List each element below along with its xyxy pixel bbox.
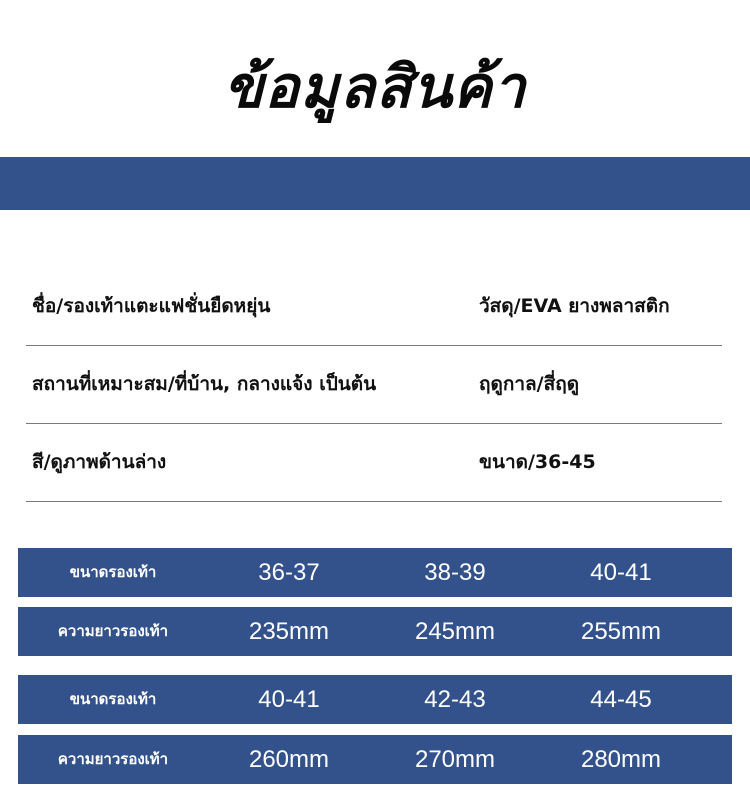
size-table-row (18, 735, 732, 784)
size-value: 40-41 (590, 559, 652, 586)
info-row (26, 423, 722, 502)
size-value: 36-37 (258, 559, 320, 586)
size-value: 40-41 (258, 686, 320, 713)
row-label: ขนาดรองเท้า (69, 563, 157, 581)
page-title: ข้อมูลสินค้า (223, 53, 527, 121)
size-value: 44-45 (590, 686, 652, 713)
size-table-row (18, 675, 732, 724)
size-value: 38-39 (424, 559, 486, 586)
info-season-label: ฤดูกาล/สี่ฤดู (479, 373, 580, 395)
info-row (26, 267, 722, 346)
size-table-row (18, 607, 732, 656)
length-value: 270mm (414, 746, 496, 773)
row-label: ขนาดรองเท้า (69, 690, 157, 708)
length-value: 260mm (248, 746, 330, 773)
header-band (0, 157, 750, 210)
length-value: 245mm (414, 618, 496, 645)
info-row (26, 345, 722, 424)
info-color-label: สี/ดูภาพด้านล่าง (32, 451, 167, 473)
info-material-label: วัสดุ/EVA ยางพลาสติก (479, 295, 670, 317)
info-size-label: ขนาด/36-45 (479, 451, 596, 473)
length-value: 255mm (580, 618, 662, 645)
size-value: 42-43 (424, 686, 486, 713)
size-table-row (18, 548, 732, 597)
info-name-label: ชื่อ/รองเท้าแตะแฟชั่นยืดหยุ่น (32, 295, 271, 317)
row-label: ความยาวรองเท้า (57, 622, 169, 640)
length-value: 235mm (248, 618, 330, 645)
info-place-label: สถานที่เหมาะสม/ที่บ้าน, กลางแจ้ง เป็นต้น (32, 373, 377, 395)
length-value: 280mm (580, 746, 662, 773)
row-label: ความยาวรองเท้า (57, 750, 169, 768)
